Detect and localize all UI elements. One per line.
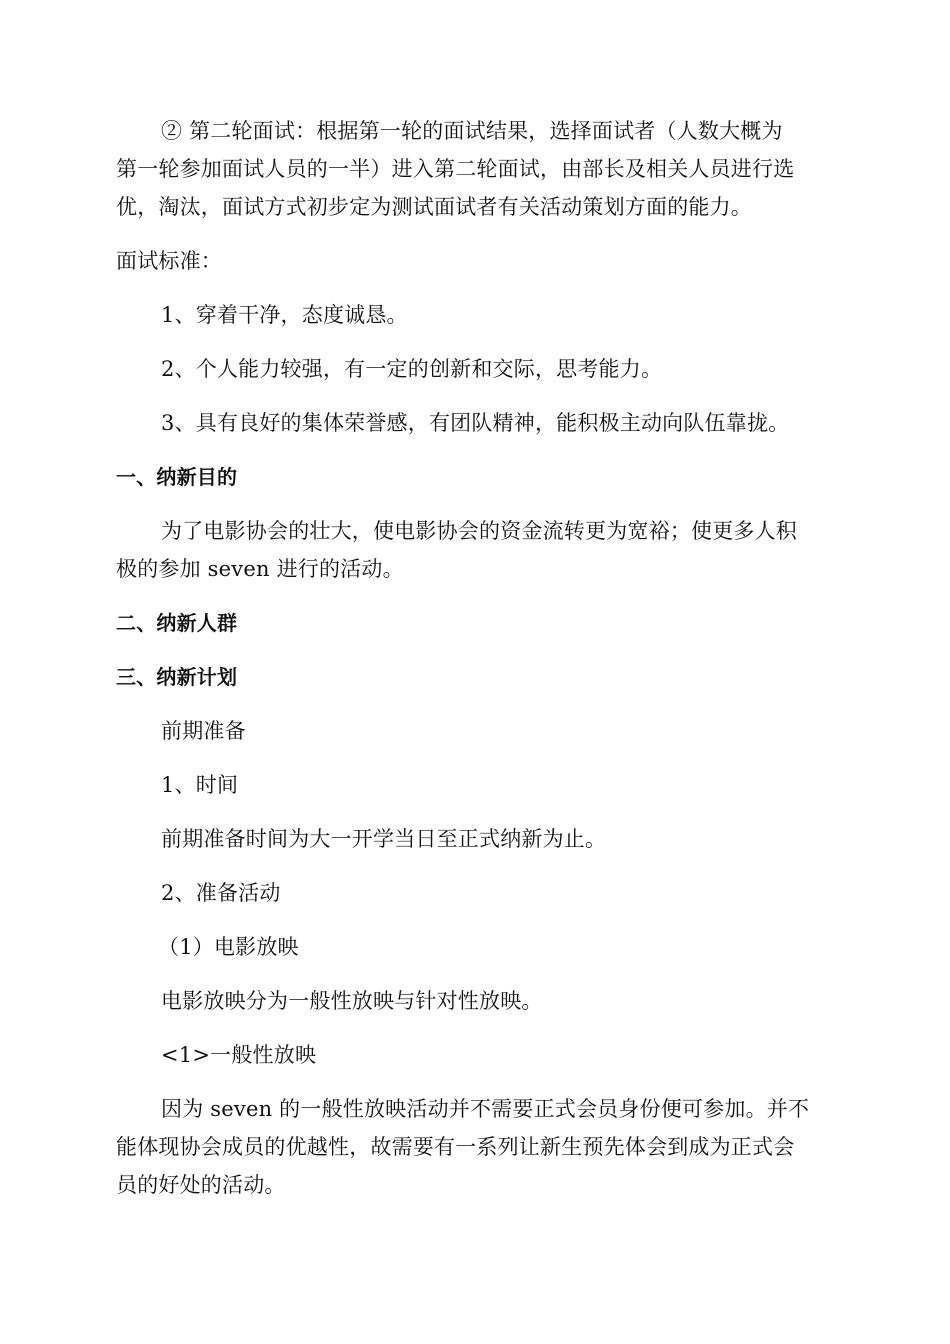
activity-label: 2、准备活动 xyxy=(161,881,281,905)
round2-line-2: 第一轮参加面试人员的一半）进入第二轮面试，由部长及相关人员进行选 xyxy=(116,157,795,181)
movie-text: 电影放映分为一般性放映与针对性放映。 xyxy=(161,989,543,1013)
general-label: <1>一般性放映 xyxy=(161,1043,317,1067)
prep-label: 前期准备 xyxy=(161,719,246,743)
time-label: 1、时间 xyxy=(161,773,239,797)
round2-line-3: 优，淘汰，面试方式初步定为测试面试者有关活动策划方面的能力。 xyxy=(116,195,752,219)
criteria-item-2: 2、个人能力较强，有一定的创新和交际，思考能力。 xyxy=(161,357,663,381)
round2-line-1: ② 第二轮面试：根据第一轮的面试结果，选择面试者（人数大概为 xyxy=(161,119,783,143)
movie-label: （1）电影放映 xyxy=(158,935,299,959)
purpose-line-1: 为了电影协会的壮大，使电影协会的资金流转更为宽裕；使更多人积 xyxy=(161,519,797,543)
section-heading-audience: 二、纳新人群 xyxy=(116,611,238,635)
criteria-item-1: 1、穿着干净，态度诚恳。 xyxy=(161,303,408,327)
purpose-line-2: 极的参加 seven 进行的活动。 xyxy=(116,557,404,581)
section-heading-purpose: 一、纳新目的 xyxy=(116,465,238,489)
time-text: 前期准备时间为大一开学当日至正式纳新为止。 xyxy=(161,827,607,851)
general-line-2: 能体现协会成员的优越性，故需要有一系列让新生预先体会到成为正式会 xyxy=(116,1135,795,1159)
section-heading-plan: 三、纳新计划 xyxy=(116,665,238,689)
criteria-label: 面试标准： xyxy=(116,249,222,273)
general-line-1: 因为 seven 的一般性放映活动并不需要正式会员身份便可参加。并不 xyxy=(161,1097,810,1121)
criteria-item-3: 3、具有良好的集体荣誉感，有团队精神，能积极主动向队伍靠拢。 xyxy=(161,411,790,435)
general-line-3: 员的好处的活动。 xyxy=(116,1173,286,1197)
